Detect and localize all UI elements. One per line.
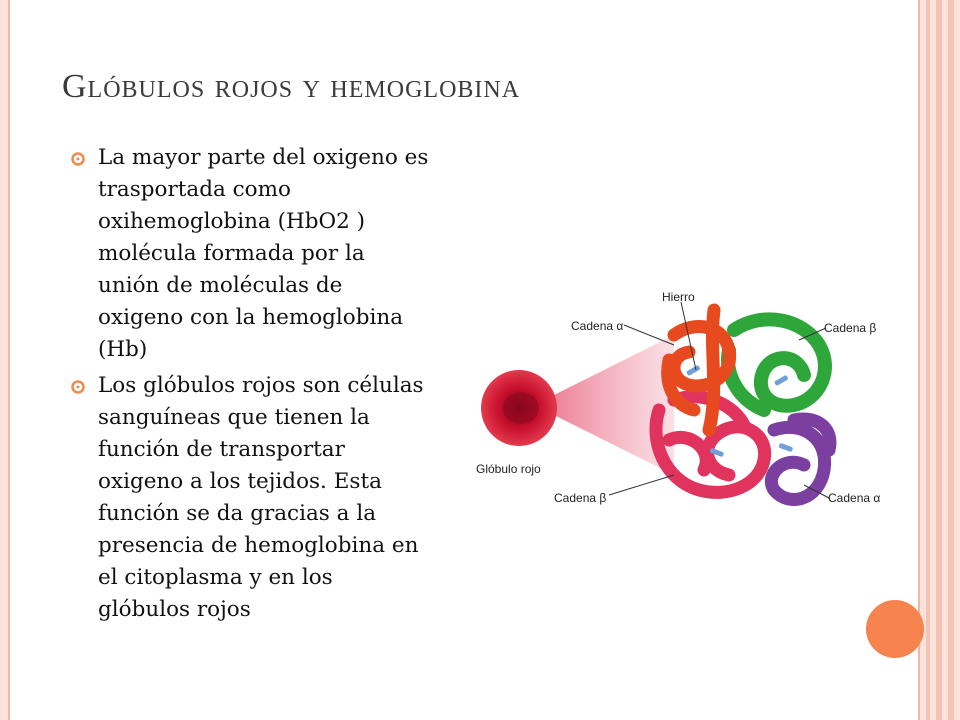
slide (8, 0, 920, 720)
label-cadena-beta-bottom: Cadena β (554, 491, 607, 505)
label-cadena-beta-top: Cadena β (824, 321, 877, 335)
slide-title: Glóbulos rojos y hemoglobina (62, 68, 521, 105)
bullet-list (70, 142, 430, 630)
bullet-ring-icon (70, 151, 86, 167)
chain-green (728, 319, 825, 410)
bullet-item (70, 142, 430, 366)
label-cadena-alpha-top: Cadena α (571, 319, 624, 333)
label-globulo-rojo: Glóbulo rojo (476, 462, 541, 476)
decorative-side-stripes (920, 0, 960, 720)
decorative-orange-circle (866, 600, 924, 658)
label-cadena-alpha-bottom: Cadena α (828, 491, 881, 505)
hemoglobin-illustration (474, 290, 889, 526)
label-hierro: Hierro (662, 290, 695, 304)
chain-purple (771, 419, 830, 499)
hemoglobin-figure (474, 290, 889, 526)
bullet-text: Los glóbulos rojos son células sanguíneas que tienen la función de transportar oxigeno a los tejidos. Esta función se da gracias a la presencia de hemoglobina en el citoplasma y en los glóbulos rojos (98, 373, 424, 622)
bullet-ring-icon (70, 379, 86, 395)
bullet-text: La mayor parte del oxigeno es trasportada como oxihemoglobina (HbO2 ) molécula formada por la unión de moléculas de oxigeno con la hemoglobina (Hb) (98, 145, 429, 362)
bullet-item (70, 370, 430, 626)
